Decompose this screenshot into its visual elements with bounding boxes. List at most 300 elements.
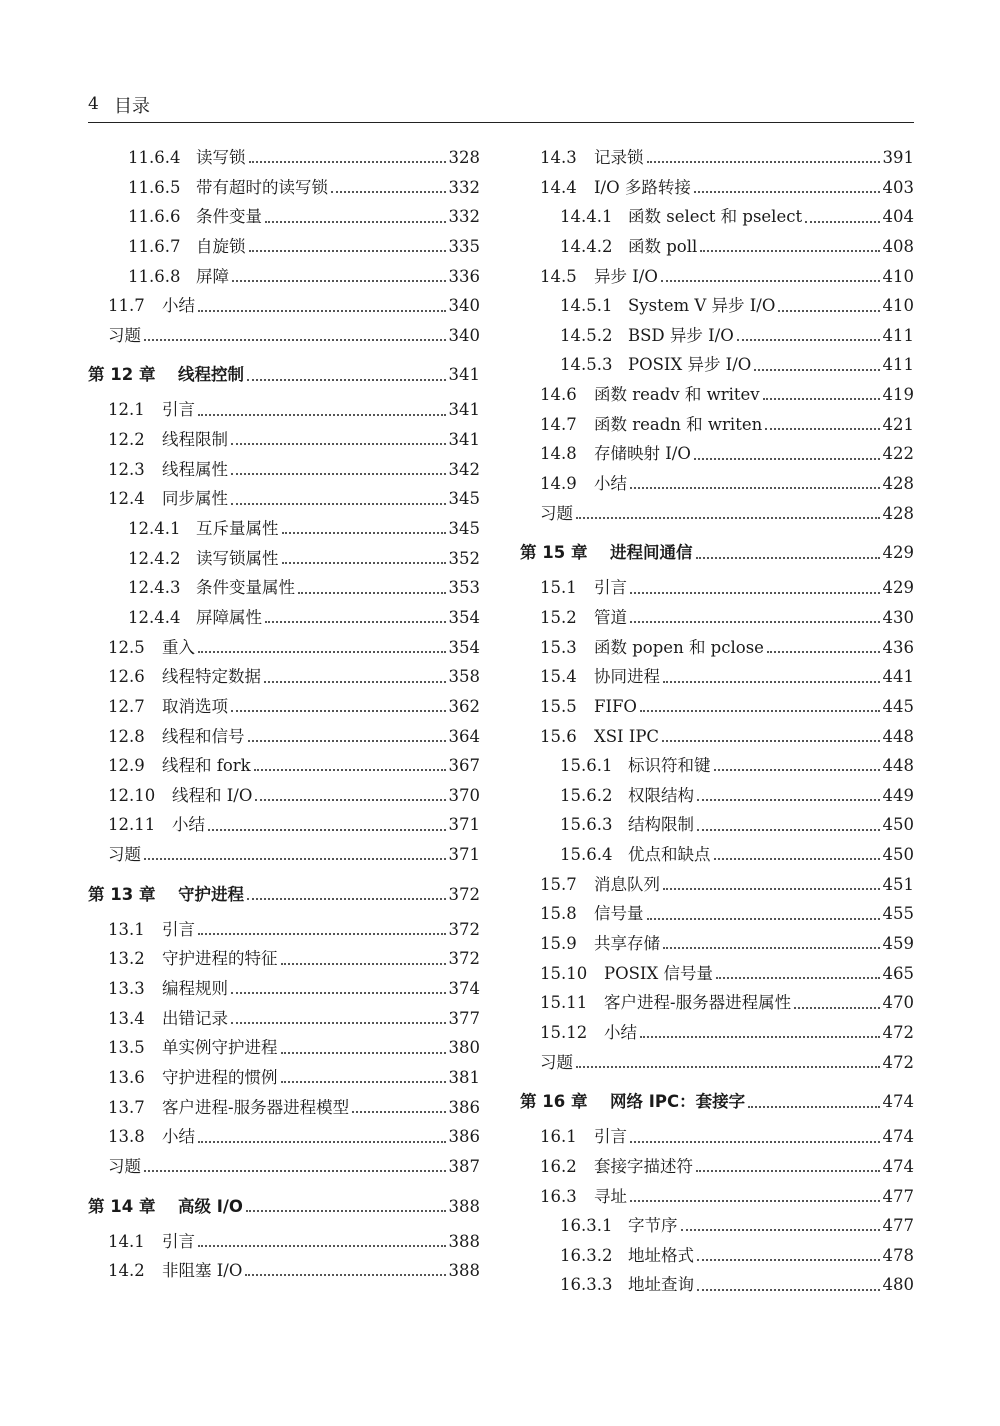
- toc-entry-number: 15.7: [540, 874, 577, 894]
- toc-entry[interactable]: [520, 202, 914, 232]
- toc-entry-page: 364: [448, 726, 480, 746]
- dot-leader: [663, 946, 880, 949]
- dot-leader: [663, 680, 880, 683]
- toc-exercises[interactable]: [520, 499, 914, 529]
- toc-entry-number: 11.6.6: [128, 207, 181, 227]
- toc-entry-title: 互斥量属性: [196, 519, 279, 539]
- toc-entry-title: 习题: [540, 503, 573, 523]
- toc-entry[interactable]: [520, 410, 914, 440]
- toc-entry[interactable]: [520, 573, 914, 603]
- toc-entry-title: 异步 I/O: [594, 266, 658, 286]
- dot-leader: [331, 190, 446, 193]
- toc-entry-title: 习题: [540, 1052, 573, 1072]
- toc-entry-page: 341: [448, 400, 480, 420]
- toc-entry-page: 429: [882, 543, 914, 563]
- toc-entry-page: 459: [882, 934, 914, 954]
- toc-entry-number: 16.1: [540, 1127, 577, 1147]
- page-header: [88, 92, 914, 123]
- toc-entry-page: 372: [448, 884, 480, 904]
- toc-entry[interactable]: [520, 291, 914, 321]
- toc-entry-number: 16.3.1: [560, 1216, 613, 1236]
- toc-entry[interactable]: [88, 143, 480, 173]
- toc-entry[interactable]: [88, 425, 480, 455]
- dot-leader: [231, 442, 446, 445]
- toc-left-column: [88, 143, 480, 1286]
- toc-entry-title: 小结: [604, 1022, 637, 1042]
- dot-leader: [630, 1199, 880, 1202]
- toc-entry[interactable]: [520, 633, 914, 663]
- dot-leader: [697, 828, 880, 831]
- toc-entry-page: 410: [882, 296, 914, 316]
- toc-entry-page: 341: [448, 430, 480, 450]
- toc-entry[interactable]: [520, 959, 914, 989]
- toc-chapter[interactable]: [520, 531, 914, 575]
- toc-entry-page: 448: [882, 726, 914, 746]
- toc-entry-title: 网络 IPC：套接字: [610, 1092, 746, 1112]
- dot-leader: [630, 486, 880, 489]
- toc-entry[interactable]: [520, 870, 914, 900]
- toc-entry[interactable]: [520, 262, 914, 292]
- toc-entry[interactable]: [520, 1270, 914, 1300]
- toc-entry-title: 条件变量: [196, 207, 262, 227]
- toc-entry-title: 函数 poll: [628, 236, 698, 256]
- toc-entry-page: 450: [882, 815, 914, 835]
- toc-entry-title: 线程和 fork: [162, 756, 251, 776]
- toc-entry[interactable]: [88, 944, 480, 974]
- toc-entry-title: 记录锁: [594, 148, 644, 167]
- toc-entry-page: 411: [882, 325, 914, 345]
- toc-entry-page: 386: [448, 1127, 480, 1147]
- dot-leader: [640, 709, 880, 712]
- toc-entry-page: 340: [448, 325, 480, 345]
- toc-entry[interactable]: [520, 1241, 914, 1271]
- toc-entry-page: 428: [882, 503, 914, 523]
- dot-leader: [694, 457, 880, 460]
- dot-leader: [630, 591, 880, 594]
- toc-entry-number: 15.5: [540, 696, 577, 716]
- dot-leader: [231, 991, 446, 994]
- toc-entry-page: 472: [882, 1022, 914, 1042]
- toc-entry-title: POSIX 异步 I/O: [628, 355, 752, 375]
- toc-entry-number: 14.3: [540, 148, 577, 167]
- toc-entry[interactable]: [88, 633, 480, 663]
- toc-entry-title: 屏障属性: [196, 607, 262, 627]
- toc-entry[interactable]: [88, 974, 480, 1004]
- toc-entry-title: 线程和 I/O: [172, 785, 253, 805]
- toc-entry[interactable]: [88, 455, 480, 485]
- toc-entry[interactable]: [88, 692, 480, 722]
- toc-entry[interactable]: [520, 1211, 914, 1241]
- toc-entry-page: 358: [448, 667, 480, 687]
- toc-entry-number: 12.11: [108, 815, 156, 835]
- toc-entry[interactable]: [88, 262, 480, 292]
- toc-entry-page: 377: [448, 1008, 480, 1028]
- toc-entry-title: 读写锁属性: [196, 548, 279, 568]
- toc-entry-title: 线程和信号: [162, 726, 245, 746]
- dot-leader: [282, 561, 446, 564]
- toc-entry-number: 16.3.2: [560, 1245, 613, 1265]
- toc-entry-title: 同步属性: [162, 489, 228, 509]
- toc-entry[interactable]: [520, 143, 914, 173]
- dot-leader: [697, 1258, 880, 1261]
- dot-leader: [198, 413, 446, 416]
- toc-entry-title: 出错记录: [162, 1008, 228, 1028]
- toc-entry-number: 12.4.2: [128, 548, 181, 568]
- dot-leader: [661, 279, 880, 282]
- dot-leader: [716, 976, 880, 979]
- toc-entry[interactable]: [520, 840, 914, 870]
- toc-entry[interactable]: [520, 1018, 914, 1048]
- toc-entry-number: 11.6.8: [128, 266, 181, 286]
- toc-entry-title: 客户进程-服务器进程模型: [162, 1097, 350, 1117]
- toc-entry-number: 14.5.1: [560, 296, 613, 316]
- toc-entry[interactable]: [520, 988, 914, 1018]
- toc-entry-page: 388: [448, 1196, 480, 1216]
- toc-entry-number: 13.8: [108, 1127, 145, 1147]
- toc-entry[interactable]: [520, 603, 914, 633]
- toc-entry-title: 引言: [594, 578, 627, 598]
- toc-entry[interactable]: [88, 514, 480, 544]
- toc-entry[interactable]: [88, 662, 480, 692]
- dot-leader: [696, 1169, 880, 1172]
- dot-leader: [767, 650, 880, 653]
- toc-exercises[interactable]: [520, 1048, 914, 1078]
- toc-entry-title: 信号量: [594, 904, 644, 924]
- toc-entry-title: 自旋锁: [196, 236, 246, 256]
- toc-entry-number: 13.6: [108, 1067, 145, 1087]
- toc-exercises[interactable]: [88, 1152, 480, 1182]
- toc-entry-number: 15.6.2: [560, 785, 613, 805]
- toc-entry[interactable]: [88, 1004, 480, 1034]
- toc-entry-number: 11.6.7: [128, 236, 181, 256]
- toc-entry[interactable]: [520, 810, 914, 840]
- toc-entry-title: 线程特定数据: [162, 667, 261, 687]
- toc-entry[interactable]: [520, 781, 914, 811]
- toc-entry[interactable]: [520, 662, 914, 692]
- toc-entry-title: 习题: [108, 845, 141, 865]
- toc-entry[interactable]: [520, 350, 914, 380]
- dot-leader: [662, 739, 879, 742]
- toc-entry-number: 15.6.4: [560, 845, 613, 865]
- toc-entry-page: 478: [882, 1245, 914, 1265]
- toc-entry-title: 带有超时的读写锁: [196, 177, 328, 197]
- toc-exercises[interactable]: [88, 840, 480, 870]
- toc-entry-number: 第 14 章: [88, 1196, 156, 1216]
- toc-entry-title: 协同进程: [594, 667, 660, 687]
- dot-leader: [576, 516, 880, 519]
- toc-entry[interactable]: [88, 810, 480, 840]
- toc-entry[interactable]: [88, 232, 480, 262]
- toc-entry-title: 引言: [162, 400, 195, 420]
- toc-entry-title: 结构限制: [628, 815, 694, 835]
- toc-entry-title: 线程控制: [178, 365, 244, 385]
- toc-entry[interactable]: [520, 929, 914, 959]
- dot-leader: [249, 249, 446, 252]
- dot-leader: [640, 1035, 880, 1038]
- toc-entry-page: 381: [448, 1067, 480, 1087]
- toc-entry-number: 15.3: [540, 637, 577, 657]
- dot-leader: [144, 338, 446, 341]
- dot-leader: [647, 160, 880, 163]
- toc-entry-number: 15.6: [540, 726, 577, 746]
- toc-entry-number: 15.10: [540, 963, 588, 983]
- toc-entry-page: 450: [882, 845, 914, 865]
- toc-entry-title: 引言: [162, 919, 195, 939]
- dot-leader: [694, 190, 880, 193]
- toc-chapter[interactable]: [88, 353, 480, 397]
- toc-entry-number: 14.5.2: [560, 325, 613, 345]
- toc-entry-number: 14.4.2: [560, 236, 613, 256]
- dot-leader: [281, 962, 446, 965]
- toc-entry-title: 标识符和键: [628, 756, 711, 776]
- toc-entry-page: 445: [882, 696, 914, 716]
- toc-entry-title: 消息队列: [594, 874, 660, 894]
- toc-entry-page: 474: [882, 1092, 914, 1112]
- toc-entry-page: 388: [448, 1261, 480, 1281]
- toc-entry-page: 372: [448, 919, 480, 939]
- toc-entry-title: 非阻塞 I/O: [162, 1261, 243, 1281]
- dot-leader: [198, 1244, 446, 1247]
- toc-entry-page: 342: [448, 459, 480, 479]
- toc-entry-title: 地址查询: [628, 1275, 694, 1295]
- dot-leader: [198, 309, 446, 312]
- toc-entry-title: 守护进程: [178, 884, 244, 904]
- toc-entry[interactable]: [520, 439, 914, 469]
- toc-chapter[interactable]: [88, 873, 480, 917]
- toc-entry[interactable]: [520, 1152, 914, 1182]
- dot-leader: [765, 427, 879, 430]
- toc-entry-number: 12.5: [108, 637, 145, 657]
- toc-entry-title: 习题: [108, 325, 141, 345]
- toc-entry-page: 430: [882, 607, 914, 627]
- toc-entry-number: 14.4.1: [560, 207, 613, 227]
- toc-entry-number: 14.7: [540, 414, 577, 434]
- toc-entry-page: 480: [882, 1275, 914, 1295]
- toc-entry-number: 15.9: [540, 934, 577, 954]
- toc-entry-number: 15.6.3: [560, 815, 613, 835]
- dot-leader: [754, 368, 879, 371]
- toc-entry-page: 449: [882, 785, 914, 805]
- toc-entry-page: 410: [882, 266, 914, 286]
- dot-leader: [249, 160, 446, 163]
- toc-entry-number: 15.8: [540, 904, 577, 924]
- dot-leader: [700, 249, 879, 252]
- toc-entry-number: 14.8: [540, 444, 577, 464]
- toc-entry-number: 13.7: [108, 1097, 145, 1117]
- toc-entry-page: 419: [882, 385, 914, 405]
- toc-entry-page: 386: [448, 1097, 480, 1117]
- dot-leader: [737, 338, 880, 341]
- toc-chapter[interactable]: [88, 1185, 480, 1229]
- toc-entry-page: 422: [882, 444, 914, 464]
- dot-leader: [231, 1021, 446, 1024]
- toc-entry-title: XSI IPC: [594, 726, 660, 746]
- toc-entry-number: 第 12 章: [88, 365, 156, 385]
- toc-entry-number: 12.10: [108, 785, 156, 805]
- toc-entry[interactable]: [520, 1182, 914, 1212]
- toc-entry-title: 函数 popen 和 pclose: [594, 637, 764, 657]
- toc-entry-page: 352: [448, 548, 480, 568]
- dot-leader: [265, 220, 446, 223]
- toc-entry[interactable]: [88, 202, 480, 232]
- toc-entry-title: 单实例守护进程: [162, 1038, 278, 1058]
- toc-entry[interactable]: [88, 603, 480, 633]
- toc-entry-title: 共享存储: [594, 934, 660, 954]
- toc-entry[interactable]: [88, 915, 480, 945]
- toc-entry-title: BSD 异步 I/O: [628, 325, 734, 345]
- toc-entry[interactable]: [88, 781, 480, 811]
- toc-entry-page: 354: [448, 607, 480, 627]
- toc-entry[interactable]: [88, 722, 480, 752]
- toc-exercises[interactable]: [88, 321, 480, 351]
- dot-leader: [282, 531, 446, 534]
- toc-entry-number: 16.3.3: [560, 1275, 613, 1295]
- toc-entry[interactable]: [88, 573, 480, 603]
- toc-entry-number: 15.11: [540, 993, 588, 1013]
- dot-leader: [231, 709, 446, 712]
- toc-entry-title: 读写锁: [196, 148, 246, 167]
- toc-entry[interactable]: [520, 232, 914, 262]
- toc-entry-title: 权限结构: [628, 785, 694, 805]
- toc-entry-page: 428: [882, 474, 914, 494]
- toc-entry-page: 332: [448, 207, 480, 227]
- toc-entry[interactable]: [88, 395, 480, 425]
- toc-entry[interactable]: [88, 1227, 480, 1257]
- toc-entry-page: 411: [882, 355, 914, 375]
- toc-entry-page: 451: [882, 874, 914, 894]
- toc-entry-number: 14.5.3: [560, 355, 613, 375]
- toc-entry-title: 守护进程的特征: [162, 949, 278, 969]
- toc-entry-page: 353: [448, 578, 480, 598]
- toc-entry-number: 13.4: [108, 1008, 145, 1028]
- toc-entry-number: 14.5: [540, 266, 577, 286]
- toc-entry-page: 472: [882, 1052, 914, 1072]
- toc-entry-page: 367: [448, 756, 480, 776]
- toc-entry-title: 重入: [162, 637, 195, 657]
- toc-entry-number: 15.6.1: [560, 756, 613, 776]
- toc-entry[interactable]: [88, 1063, 480, 1093]
- toc-entry-number: 第 16 章: [520, 1092, 588, 1112]
- dot-leader: [231, 502, 446, 505]
- toc-entry-number: 12.4.3: [128, 578, 181, 598]
- toc-entry-number: 11.6.5: [128, 177, 181, 197]
- toc-entry-title: 小结: [594, 474, 627, 494]
- toc-entry-page: 370: [448, 785, 480, 805]
- toc-entry[interactable]: [520, 722, 914, 752]
- dot-leader: [805, 220, 879, 223]
- toc-entry-title: 优点和缺点: [628, 845, 711, 865]
- toc-entry-title: 习题: [108, 1156, 141, 1176]
- toc-entry-page: 391: [882, 148, 914, 167]
- toc-entry-page: 371: [448, 815, 480, 835]
- toc-entry[interactable]: [88, 1093, 480, 1123]
- toc-entry-number: 14.2: [108, 1261, 145, 1281]
- toc-entry[interactable]: [88, 544, 480, 574]
- toc-entry-number: 14.6: [540, 385, 577, 405]
- toc-entry-page: 465: [882, 963, 914, 983]
- dot-leader: [198, 650, 446, 653]
- toc-entry-number: 11.7: [108, 296, 145, 316]
- toc-entry-page: 341: [448, 365, 480, 385]
- toc-entry-number: 15.12: [540, 1022, 588, 1042]
- toc-entry[interactable]: [88, 291, 480, 321]
- toc-entry-page: 403: [882, 177, 914, 197]
- toc-entry-page: 429: [882, 578, 914, 598]
- toc-entry[interactable]: [520, 692, 914, 722]
- toc-entry-page: 474: [882, 1127, 914, 1147]
- toc-entry-number: 第 15 章: [520, 543, 588, 563]
- dot-leader: [697, 798, 880, 801]
- dot-leader: [231, 472, 446, 475]
- toc-entry[interactable]: [88, 751, 480, 781]
- toc-entry-page: 336: [448, 266, 480, 286]
- toc-entry[interactable]: [88, 484, 480, 514]
- toc-entry[interactable]: [88, 1122, 480, 1152]
- toc-entry-page: 448: [882, 756, 914, 776]
- toc-entry-title: System V 异步 I/O: [628, 296, 776, 316]
- dot-leader: [630, 620, 880, 623]
- toc-entry-number: 13.1: [108, 919, 145, 939]
- toc-entry-number: 14.1: [108, 1231, 145, 1251]
- toc-entry[interactable]: [520, 321, 914, 351]
- toc-entry-title: 函数 select 和 pselect: [628, 207, 803, 227]
- dot-leader: [696, 556, 880, 559]
- toc-entry[interactable]: [88, 1256, 480, 1286]
- toc-entry[interactable]: [520, 1122, 914, 1152]
- toc-entry-title: 线程限制: [162, 430, 228, 450]
- toc-entry[interactable]: [520, 469, 914, 499]
- dot-leader: [794, 1006, 879, 1009]
- toc-entry-number: 13.5: [108, 1038, 145, 1058]
- dot-leader: [198, 1140, 446, 1143]
- toc-entry-number: 12.2: [108, 430, 145, 450]
- toc-entry-page: 441: [882, 667, 914, 687]
- toc-entry-number: 12.1: [108, 400, 145, 420]
- toc-entry-title: 小结: [172, 815, 205, 835]
- toc-entry-page: 362: [448, 696, 480, 716]
- dot-leader: [681, 1228, 880, 1231]
- toc-entry[interactable]: [520, 380, 914, 410]
- toc-entry-page: 455: [882, 904, 914, 924]
- toc-entry-page: 408: [882, 236, 914, 256]
- toc-right-column: [520, 143, 914, 1300]
- toc-entry-page: 335: [448, 236, 480, 256]
- toc-entry-number: 12.4.4: [128, 607, 181, 627]
- dot-leader: [265, 620, 446, 623]
- toc-entry[interactable]: [520, 899, 914, 929]
- toc-chapter[interactable]: [520, 1080, 914, 1124]
- toc-entry-title: 存储映射 I/O: [594, 444, 691, 464]
- toc-entry-title: 条件变量属性: [196, 578, 295, 598]
- toc-entry-page: 474: [882, 1156, 914, 1176]
- dot-leader: [630, 1140, 880, 1143]
- toc-entry-title: 小结: [162, 1127, 195, 1147]
- dot-leader: [763, 397, 880, 400]
- toc-entry-title: 引言: [594, 1127, 627, 1147]
- toc-entry[interactable]: [520, 173, 914, 203]
- toc-entry-title: 管道: [594, 607, 627, 627]
- toc-entry[interactable]: [88, 1033, 480, 1063]
- toc-entry-number: 12.4.1: [128, 519, 181, 539]
- dot-leader: [246, 1209, 446, 1212]
- dot-leader: [352, 1110, 445, 1113]
- toc-entry-title: 字节序: [628, 1216, 678, 1236]
- toc-entry[interactable]: [520, 751, 914, 781]
- toc-entry-title: FIFO: [594, 696, 637, 716]
- toc-entry-title: 高级 I/O: [178, 1196, 243, 1216]
- toc-entry-number: 12.3: [108, 459, 145, 479]
- toc-entry[interactable]: [88, 173, 480, 203]
